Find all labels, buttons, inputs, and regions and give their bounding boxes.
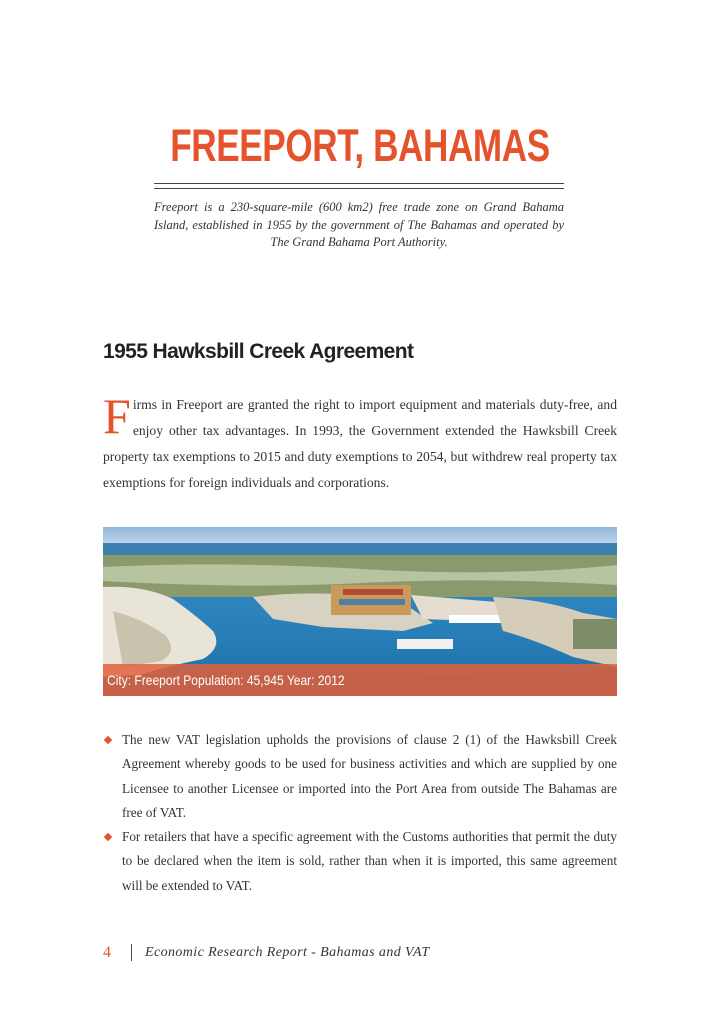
container-row-2	[339, 599, 405, 605]
list-item	[103, 825, 617, 898]
bullet-diamond-icon	[104, 833, 112, 841]
title-divider-top	[154, 183, 564, 184]
bullet-text: For retailers that have a specific agreement with the Customs authorities that permit the duty to be declared when the item is sold, rather than when it is imported, this same agreement will be extended to VAT.	[122, 829, 617, 893]
paragraph-text: irms in Freeport are granted the right to import equipment and materials duty-free, and enjoy other tax advantages. In 1993, the Government extended the Hawksbill Creek property tax exemptions to 2015 and duty exemptions to 2054, but withdrew real property tax exemptions for foreign individuals and corporations.	[103, 397, 617, 490]
footer-report-title: Economic Research Report - Bahamas and VAT	[145, 945, 430, 960]
photo-caption-bar	[103, 664, 617, 696]
list-item	[103, 728, 617, 825]
drop-cap: F	[103, 388, 131, 444]
page-title: FREEPORT, BAHAMAS	[170, 120, 550, 171]
footer-separator	[131, 944, 132, 961]
horizon-sea	[103, 543, 617, 557]
page-number: 4	[103, 944, 111, 961]
section-heading: 1955 Hawksbill Creek Agreement	[103, 340, 414, 363]
vat-bullet-list	[103, 728, 617, 898]
bullet-text: The new VAT legislation upholds the provisions of clause 2 (1) of the Hawksbill Creek Agreement whereby goods to be used for business activities and which are supplied by one Licensee to another Licensee or imported into the Port Area from outside The Bahamas are free of VAT.	[122, 732, 617, 820]
right-town	[573, 619, 617, 649]
container-row-1	[343, 589, 403, 595]
section-paragraph	[103, 388, 617, 496]
photo-caption: City: Freeport Population: 45,945 Year: 2012	[107, 672, 345, 688]
freeport-harbor-photo	[103, 527, 617, 696]
title-divider-bottom	[154, 188, 564, 189]
bullet-diamond-icon	[104, 736, 112, 744]
cruise-ship-1	[397, 639, 453, 649]
intro-text: Freeport is a 230-square-mile (600 km2) free trade zone on Grand Bahama Island, established in 1955 by the government of The Bahamas and operated by The Grand Bahama Port Authority.	[154, 200, 564, 249]
